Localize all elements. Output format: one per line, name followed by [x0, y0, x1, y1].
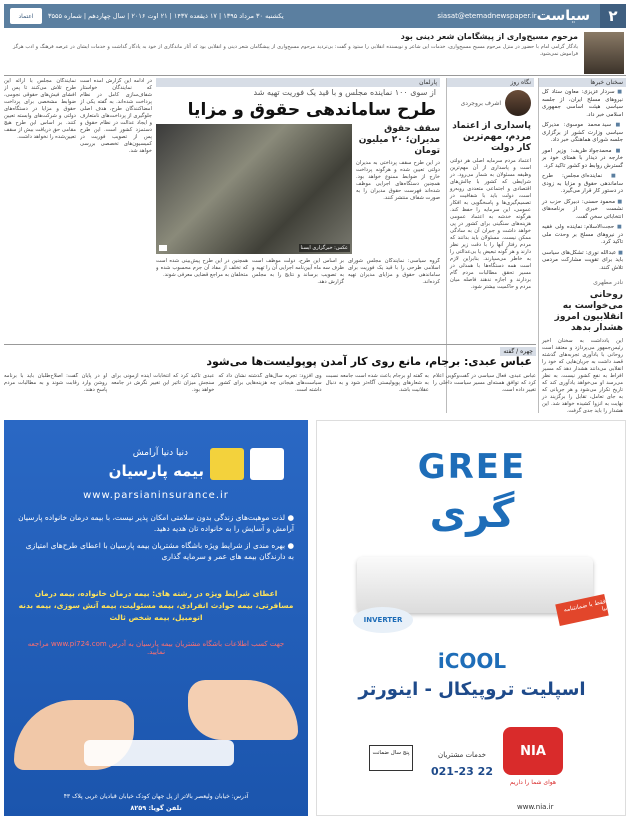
second-story — [4, 344, 536, 414]
story-column: او در پایان گفت: اصلاح‌طلبان باید با برنامه روشن وارد رقابت شوند و به مطالبات مردم پاسخ دهند. — [3, 373, 108, 393]
sidebox-body: در این طرح سقف پرداختی به مدیران دولتی تعیین شده و هرگونه پرداخت خارج از ضوابط ممنوع خواهد بود. همچنین دستگاه‌های اجرایی موظف شده‌اند فهرست حقوق مدیران را به صورت شفاف منتشر کنند. — [356, 160, 440, 201]
column-author: نادر مطهری — [593, 279, 623, 286]
news-note: ■ سید محمد موسوی: مدیرکل سیاسی وزارت کشور از برگزاری جلسه شورای هماهنگی خبر داد. — [542, 122, 623, 145]
ad-point: ● لذت موهبت‌های زندگی بدون سلامتی امکان پذیر نیست، با بیمه درمان خانواده پارسیان آرامش و آسایش را به خانواده تان هدیه دهید. — [18, 512, 294, 534]
column-body: این یادداشت به سخنان اخیر رئیس‌جمهور می‌پردازد و معتقد است روحانی با یادآوری تجربه‌های گذشته قصد داشت به جریان‌هایی که خود را انقلابی می‌دانند هشدار دهد که مسیر افراط به نفع کشور نیست. به نظر می‌رسد او می‌خواهد یادآوری کند که تاریخ تکرار می‌شود و هر جریانی که به جای تعامل، تقابل را برگزیند در نهایت به انزوا کشیده خواهد شد. این هشدار را باید جدی گرفت. — [542, 338, 623, 414]
gree-farsi-logo: گری — [429, 491, 515, 537]
story-lower-columns — [156, 258, 440, 350]
story-column: عبدی تاکید کرد که انتخابات آینده آزمونی برای سنجش میزان تاثیر این تغییر نگرش در جامعه خواهد بود. — [111, 373, 215, 393]
photo-caption: عکس: خبرگزاری ایسنا — [300, 245, 348, 251]
ad-special-offer: اعطای شرایط ویژه در رشته های: بیمه درمان خانواده، بیمه درمان مسافرتی، بیمه حوادث انفرادی، بیمه مسئولیت، بیمه آتش سوزی، بیمه بدنه اتومبیل، بیمه شخص ثالث — [18, 589, 294, 622]
second-headline[interactable]: عباس عبدی: برجام، مانع روی کار آمدن پوپولیست‌ها می‌شود — [206, 355, 532, 368]
ad-point: ● بهره مندی از شرایط ویژه باشگاه مشتریان بیمه پارسیان با اعطای طرح‌های امتیازی به دارندگان بیمه های عمر و سرمایه گذاری — [18, 540, 294, 562]
ad-tagline: دنیا دنیا آرامش — [132, 448, 188, 458]
main-kicker: از سوی ۱۰۰ نماینده مجلس و با قید یک فوریت تهیه شد — [253, 88, 436, 97]
story-column: به گفته او برجام باعث شده است جامعه نسبت به شعارهای پوپولیستی آگاه‌تر شود و به دنبال عقلانیت باشد. — [325, 373, 429, 393]
paper-family-chain-icon — [84, 740, 234, 766]
date-line: یکشنبه ۳۰ مرداد ۱۳۹۵ | ۱۷ ذیقعده ۱۴۳۷ | ۲۱ اوت ۲۰۱۶ | سال چهاردهم | شماره ۳۵۵۵ — [48, 12, 284, 20]
story-column: بر اساس این طرح، دولت موظف است ظرف سه ماه آیین‌نامه اجرایی آن را تهیه و به تصویب برساند و نتایج را به مجلس گزارش دهد. — [252, 258, 344, 285]
sidebar-tag: سخنان خبرها — [539, 78, 626, 87]
main-story-columns — [4, 78, 152, 353]
ad-points — [18, 512, 294, 568]
top-news-title[interactable]: مرحوم مسیح‌واری از پیشگامان شعر دینی بود — [400, 32, 578, 41]
opinion-title[interactable]: پاسداری از اعتماد مردم، مهم‌ترین کار دولت — [452, 121, 531, 153]
section-title: سیاست — [536, 8, 590, 24]
warranty-badge: فقط با ضمانتنامه نیا — [555, 594, 608, 626]
story-sidebox — [356, 124, 440, 254]
hand-icon — [188, 680, 298, 740]
column-title[interactable]: روحانی می‌خواست به انقلابیون امروز هشدار بدهد — [554, 290, 623, 333]
air-conditioner-ad[interactable] — [316, 420, 626, 816]
opinion-tag: نگاه روز — [447, 78, 534, 87]
newspaper-logo: اعتماد — [10, 8, 42, 24]
ad-website[interactable]: www.nia.ir — [517, 803, 554, 811]
opinion-body: اعتماد مردم سرمایه اصلی هر دولتی است و پاسداری از آن مهم‌ترین وظیفه مسئولان به شمار می‌رود. در شرایطی که کشور با چالش‌های اقتصادی و اجتماعی متعددی روبه‌رو است، دولت باید با شفافیت در تصمیم‌گیری‌ها و پاسخگویی به افکار عمومی، این سرمایه را حفظ کند. هرگونه خدشه به اعتماد عمومی هزینه‌های سنگینی برای کشور در پی خواهد داشت و جبران آن به سادگی ممکن نیست. مسئولان باید بدانند که مردم رفتار آنها را با دقت زیر نظر دارند و هر گونه تبعیض یا بی‌عدالتی را به خاطر می‌سپارند. بنابراین لازم است همه دستگاه‌ها با همدلی در مسیر تحقق مطالبات مردم گام بردارند و اجازه ندهند فاصله میان مردم و حاکمیت بیشتر شود. — [450, 158, 531, 290]
service-label: خدمات مشتریان — [438, 751, 486, 759]
top-news-body: یادگار گرامی امام با حضور در منزل مرحوم مسیح مسیح‌واری، خدمات این شاعر و نویسنده انقلابی را ستود و گفت: بی‌تردید مرحوم مسیح‌واری از پیشگامان شعر دینی و انقلابی بود که آثار ماندگاری از خود به یادگار گذاشت و خدمات ایشان در عرصه فرهنگ و ادب هرگز فراموش نمی‌شود. — [13, 44, 578, 57]
second-story-tag: چهره / گفته — [500, 347, 536, 356]
news-notes — [539, 87, 626, 277]
story-column: نمایندگان مجلس با ارائه این طرح تلاش می‌کنند تا پس از افشای فیش‌های حقوقی نجومی، ضوابط مشخصی برای پرداخت حقوق و مزایا در دستگاه‌های دولتی و شرکت‌های وابسته تعیین کنند. بر اساس این طرح هیچ مقامی حق دریافت بیش از سقف تعیین‌شده را نخواهد داشت. — [4, 78, 76, 140]
news-note: ■ عبدالله نوری: تشکل‌های سیاسی باید برای تقویت مشارکت مردمی تلاش کنند. — [542, 250, 623, 273]
ad-url[interactable]: www.parsianinsurance.ir — [83, 490, 229, 501]
section-email[interactable]: siasat@etemadnewspaper.ir — [437, 12, 537, 20]
main-headline[interactable]: طرح ساماندهی حقوق و مزایا — [187, 100, 436, 120]
page-header — [4, 4, 626, 28]
opinion-header — [447, 87, 534, 119]
ad-brand: بیمه پارسیان — [108, 462, 204, 480]
portrait-photo — [584, 32, 624, 74]
camera-icon — [159, 245, 167, 251]
story-column: وی افزود: تجربه سال‌های گذشته نشان داد که سیاست‌های هیجانی چه هزینه‌هایی برای کشور داشته است. — [218, 373, 322, 393]
nia-slogan: هوای شما را داریم — [509, 779, 557, 786]
opinion-author: اشرف بروجردی — [460, 99, 501, 107]
news-note: ■ نماینده‌ای مجلس: طرح ساماندهی حقوق و مزایا به زودی در دستور کار قرار می‌گیرد. — [542, 173, 623, 196]
sidebox-title: سقف حقوق مدیران؛ ۲۰ میلیون تومان — [358, 124, 440, 156]
service-phone[interactable]: 021-23 22 — [431, 765, 493, 778]
second-story-columns — [4, 373, 536, 413]
ad-club-info: جهت کسب اطلاعات باشگاه مشتریان بیمه پارسیان به آدرس www.pi724.com مراجعه نمایید. — [27, 640, 285, 656]
ad-address: آدرس: خیابان ولیعصر بالاتر از پل جهان کودک خیابان قبادیان غربی پلاک ۴۳ — [63, 793, 249, 800]
news-note: ■ محمدجواد ظریف: وزیر امور خارجه در دیدار با همتای خود بر گسترش روابط دو کشور تاکید کرد. — [542, 148, 623, 171]
insurance-ad[interactable] — [4, 420, 308, 816]
news-note: ■ محمود حسنی: دبیرکل حزب در نشست خبری از برنامه‌های انتخاباتی سخن گفت. — [542, 199, 623, 222]
story-column: گروه سیاسی: نمایندگان مجلس شورای اسلامی طرحی را با قید یک فوریت برای ساماندهی حقوق و مزایای مدیران تهیه کرده‌اند. — [348, 258, 440, 285]
news-note: ■ سردار عزیزی: معاون ستاد کل نیروهای مسلح ایران، از جلسه سیاسی هیئت اساسی جمهوری اسلامی خبر داد. — [542, 89, 623, 119]
news-note: ■ حجت‌الاسلام: نماینده ولی فقیه در نیروهای مسلح بر وحدت ملی تاکید کرد. — [542, 224, 623, 247]
insurance-logo-icon — [250, 448, 284, 480]
top-news-strip — [4, 30, 626, 76]
story-column: در ادامه این گزارش آمده است که نمایندگان خواستار شفاف‌سازی کامل در نظام پرداخت شده‌اند. به گفته یکی از امضاکنندگان طرح، هدف اصلی جلوگیری از پرداخت‌های نامتعارف و ایجاد عدالت در نظام حقوق و دستمزد کشور است. این طرح پس از تصویب فوریت در کمیسیون‌های تخصصی بررسی خواهد شد. — [80, 78, 152, 154]
inverter-badge: INVERTER — [353, 607, 413, 633]
product-name: iCOOL — [437, 649, 507, 673]
umbrella-logo-icon — [210, 448, 244, 480]
story-column: عباس عبدی، فعال سیاسی در گفت‌وگویی اعلام کرد که توافق هسته‌ای مسیر سیاست داخلی را تغییر داده است. — [432, 373, 536, 393]
nia-logo: NIA — [503, 727, 563, 775]
author-avatar — [505, 90, 531, 116]
ad-phone: تلفن گویا: ۸۲۵۹ — [130, 804, 182, 812]
story-column: همچنین در این طرح پیش‌بینی شده است که تخلف از مفاد آن جرم محسوب شده و متخلفان به مراجع قضایی معرفی شوند. — [156, 258, 248, 278]
product-model: اسپلیت تروپیکال - اینورتر — [358, 679, 586, 700]
main-story — [4, 78, 440, 353]
gree-logo: GREE — [417, 447, 527, 487]
page-number: ۲ — [600, 4, 626, 28]
hands-illustration — [4, 660, 308, 780]
five-year-warranty-icon: پنج سال ضمانت — [369, 745, 413, 771]
main-story-tag: پارلمان — [156, 78, 440, 87]
news-sidebar — [538, 78, 626, 413]
parliament-photo — [156, 124, 352, 254]
